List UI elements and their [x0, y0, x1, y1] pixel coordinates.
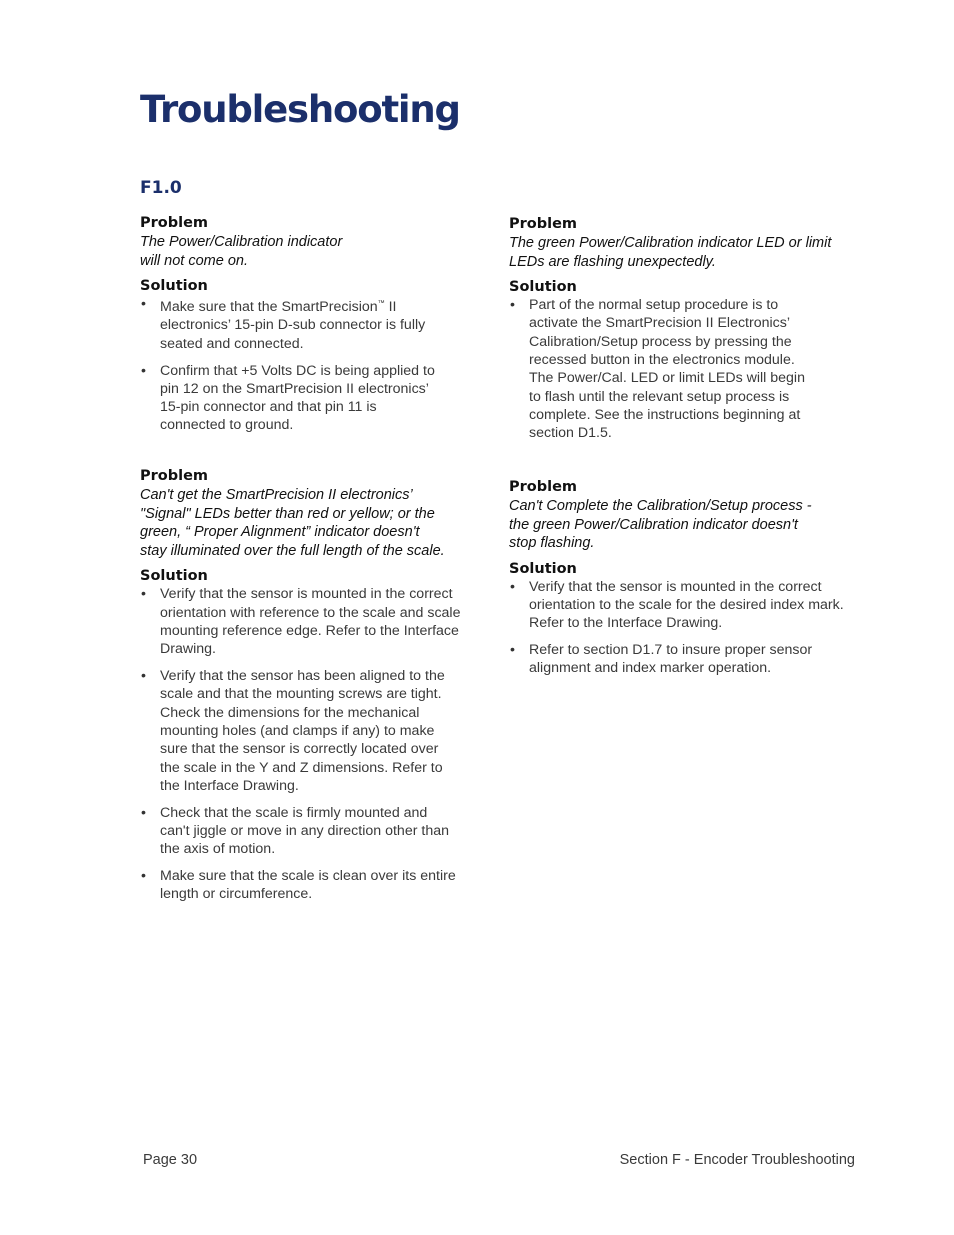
right-problem-block-1: [509, 215, 859, 451]
solution-list: [140, 295, 480, 435]
solution-item: • Part of the normal setup procedure is to activate the SmartPrecision II Electronics’ Calibration/Setup process by pressing the recessed button in the electronics module. The Power/Cal. LED or limit LEDs will begin to flash until the relevant setup process is complete. See the instructions beginning at section D1.5.: [509, 296, 859, 442]
solution-item: • Make sure that the scale is clean over its entire length or circumference.: [140, 867, 480, 904]
problem-heading: Problem: [509, 216, 578, 232]
left-problem-block-1: [140, 214, 480, 443]
solution-item: • Refer to section D1.7 to insure proper sensor alignment and index marker operation.: [509, 641, 859, 678]
page-number: Page 30: [143, 1152, 198, 1168]
solution-heading: Solution: [140, 568, 208, 585]
solution-item: • Check that the scale is firmly mounted and can't jiggle or move in any direction other than the axis of motion.: [140, 804, 480, 859]
solution-list: [140, 585, 480, 903]
solution-list: [509, 578, 859, 678]
solution-item: • Verify that the sensor has been aligned to the scale and that the mounting screws are tight. Check the dimensions for the mechanical mounting holes (and clamps if any) to make sure that the sensor is correctly located over the scale in the Y and Z dimensions. Refer to the Interface Drawing.: [140, 667, 480, 795]
solution-list: [509, 296, 859, 442]
section-footer: Section F - Encoder Troubleshooting: [619, 1152, 855, 1168]
problem-heading: Problem: [140, 468, 209, 484]
solution-heading: Solution: [140, 278, 208, 295]
section-number: F1.0: [140, 178, 182, 198]
solution-item: • Verify that the sensor is mounted in the correct orientation to the scale for the desired index mark. Refer to the Interface Drawing.: [509, 578, 859, 633]
problem-text: Can't get the SmartPrecision II electronics’ "Signal" LEDs better than red or yellow; or the green, “ Proper Alignment” indicator doesn't stay illuminated over the full length of the scale.: [140, 487, 445, 559]
problem-heading: Problem: [509, 479, 578, 495]
problem-text: The green Power/Calibration indicator LED or limit LEDs are flashing unexpectedly.: [509, 235, 832, 270]
problem-heading: Problem: [140, 215, 209, 231]
right-problem-block-2: [509, 478, 859, 686]
trademark-symbol: ™: [377, 300, 385, 308]
solution-item: • Make sure that the SmartPrecision™ II electronics’ 15-pin D-sub connector is fully seated and connected.: [140, 295, 480, 353]
left-problem-block-2: [140, 467, 480, 912]
problem-text: The Power/Calibration indicator will not come on.: [140, 234, 343, 269]
solution-item: • Confirm that +5 Volts DC is being applied to pin 12 on the SmartPrecision II electronics’ 15-pin connector and that pin 11 is connected to ground.: [140, 362, 480, 435]
solution-heading: Solution: [509, 560, 577, 577]
page-title: Troubleshooting: [140, 88, 460, 131]
solution-heading: Solution: [509, 279, 577, 296]
solution-item: • Verify that the sensor is mounted in the correct orientation with reference to the scale and scale mounting reference edge. Refer to the Interface Drawing.: [140, 585, 480, 658]
problem-text: Can't Complete the Calibration/Setup process - the green Power/Calibration indicator doesn't stop flashing.: [509, 498, 812, 552]
